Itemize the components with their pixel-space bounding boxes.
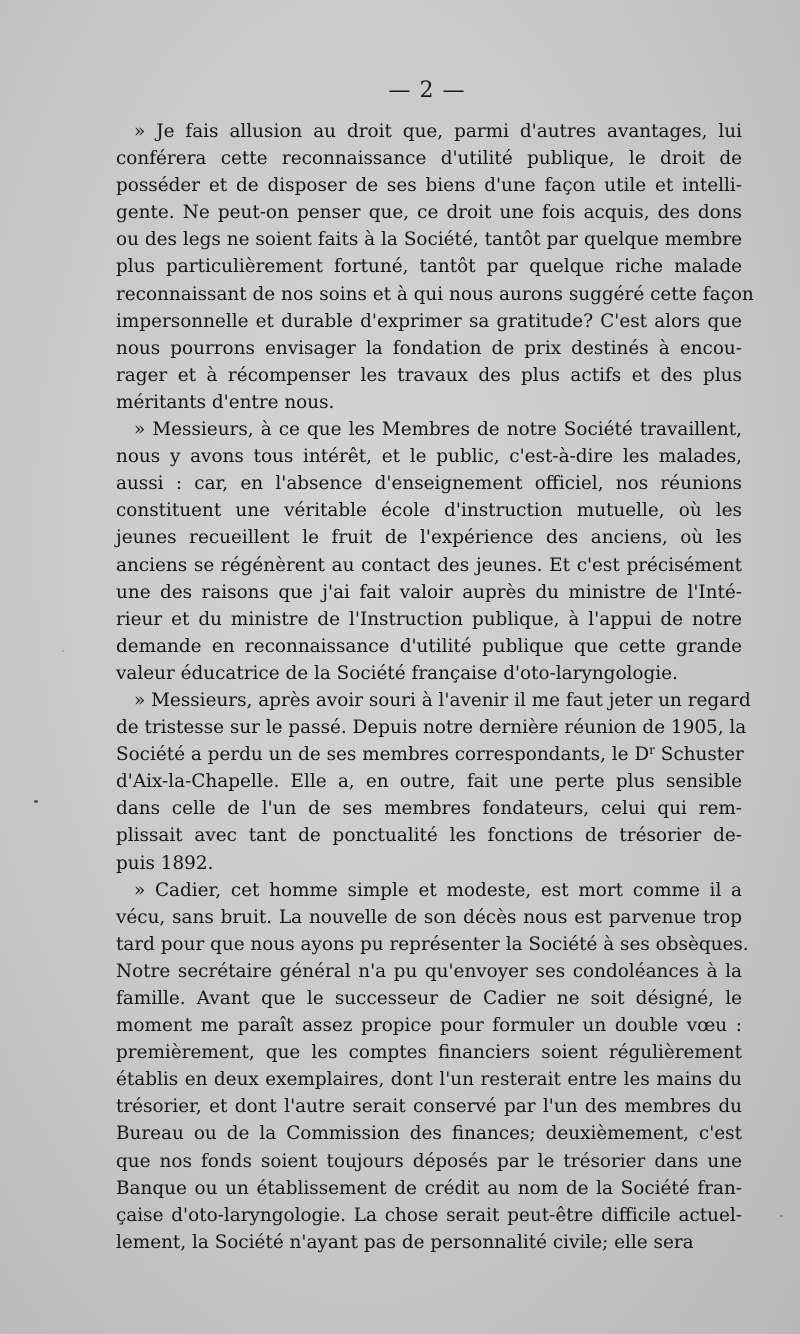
text-line: ou des legs ne soient faits à la Société, tantôt par quelque membre bbox=[116, 229, 742, 251]
text-line: d'Aix-la-Chapelle. Elle a, en outre, fait une perte plus sensible bbox=[116, 771, 742, 793]
scan-speck bbox=[34, 800, 38, 803]
paragraph-p2 bbox=[116, 416, 742, 687]
text-line: reconnaissant de nos soins et à qui nous aurons suggéré cette façon bbox=[116, 283, 754, 305]
paragraph-p4 bbox=[116, 877, 749, 1256]
text-line: puis 1892. bbox=[116, 852, 214, 874]
paragraph-p3 bbox=[116, 687, 751, 877]
scan-speck bbox=[780, 1215, 783, 1217]
text-line: tard pour que nous ayons pu représenter la Société à ses obsèques. bbox=[116, 933, 749, 955]
text-line: vécu, sans bruit. La nouvelle de son décès nous est parvenue trop bbox=[116, 906, 742, 928]
text-line: impersonnelle et durable d'exprimer sa gratitude? C'est alors que bbox=[116, 310, 742, 332]
text-line: » Messieurs, à ce que les Membres de notre Société travaillent, bbox=[134, 419, 742, 441]
text-line: valeur éducatrice de la Société française d'oto-laryngologie. bbox=[116, 662, 678, 684]
text-line: dans celle de l'un de ses membres fondateurs, celui qui rem- bbox=[116, 798, 742, 820]
text-line: lement, la Société n'ayant pas de personnalité civile; elle sera bbox=[116, 1231, 694, 1253]
superscript: r bbox=[649, 743, 655, 758]
page-number: — 2 — bbox=[388, 78, 466, 103]
text-line: jeunes recueillent le fruit de l'expérience des anciens, où les bbox=[116, 527, 742, 549]
text-line: conférera cette reconnaissance d'utilité publique, le droit de bbox=[116, 148, 742, 170]
text-line: gente. Ne peut-on penser que, ce droit une fois acquis, des dons bbox=[116, 202, 742, 224]
text-line: rieur et du ministre de l'Instruction publique, à l'appui de notre bbox=[116, 608, 742, 630]
text-line: Notre secrétaire général n'a pu qu'envoyer ses condoléances à la bbox=[116, 960, 742, 982]
text-line: premièrement, que les comptes financiers soient régulièrement bbox=[116, 1042, 742, 1064]
text-line: de tristesse sur le passé. Depuis notre dernière réunion de 1905, la bbox=[116, 717, 747, 739]
text-line: » Je fais allusion au droit que, parmi d'autres avantages, lui bbox=[134, 121, 742, 142]
text-line: trésorier, et dont l'autre serait conservé par l'un des membres du bbox=[116, 1096, 742, 1118]
text-line: rager et à récompenser les travaux des plus actifs et des plus bbox=[116, 364, 742, 386]
text-line: » Messieurs, après avoir souri à l'avenir il me faut jeter un regard bbox=[134, 689, 751, 711]
text-line: établis en deux exemplaires, dont l'un resterait entre les mains du bbox=[116, 1069, 742, 1091]
scan-speck bbox=[62, 650, 64, 652]
text-line: » Cadier, cet homme simple et modeste, est mort comme il a bbox=[134, 879, 742, 901]
text-line: posséder et de disposer de ses biens d'une façon utile et intelli- bbox=[116, 175, 742, 197]
text-line: Banque ou un établissement de crédit au nom de la Société fran- bbox=[116, 1177, 742, 1199]
text-line: plus particulièrement fortuné, tantôt par quelque riche malade bbox=[116, 256, 742, 278]
text-line: une des raisons que j'ai fait valoir auprès du ministre de l'Inté- bbox=[116, 581, 742, 603]
text-line: famille. Avant que le successeur de Cadier ne soit désigné, le bbox=[116, 988, 742, 1009]
text-line: nous pourrons envisager la fondation de prix destinés à encou- bbox=[116, 337, 742, 359]
text-line: moment me paraît assez propice pour formuler un double vœu : bbox=[116, 1015, 742, 1037]
text-line: Société a perdu un de ses membres correspondants, le $D^r$ Schuster bbox=[116, 743, 744, 766]
text-line: çaise d'oto-laryngologie. La chose serait peut-être difficile actuel- bbox=[116, 1204, 742, 1226]
text-line: que nos fonds soient toujours déposés par le trésorier dans une bbox=[116, 1150, 742, 1172]
text-line: plissait avec tant de ponctualité les fonctions de trésorier de- bbox=[116, 825, 742, 847]
text-line: aussi : car, en l'absence d'enseignement officiel, nos réunions bbox=[116, 473, 742, 495]
text-line: constituent une véritable école d'instruction mutuelle, où les bbox=[116, 500, 742, 522]
body-text bbox=[116, 118, 754, 1256]
text-line: anciens se régénèrent au contact des jeunes. Et c'est précisément bbox=[116, 554, 742, 576]
text-line: nous y avons tous intérêt, et le public, c'est-à-dire les malades, bbox=[116, 446, 742, 468]
text-line: Bureau ou de la Commission des finances; deuxièmement, c'est bbox=[116, 1123, 742, 1145]
text-line: demande en reconnaissance d'utilité publique que cette grande bbox=[116, 635, 742, 657]
text-line: méritants d'entre nous. bbox=[116, 391, 335, 413]
paragraph-p1 bbox=[116, 118, 754, 416]
